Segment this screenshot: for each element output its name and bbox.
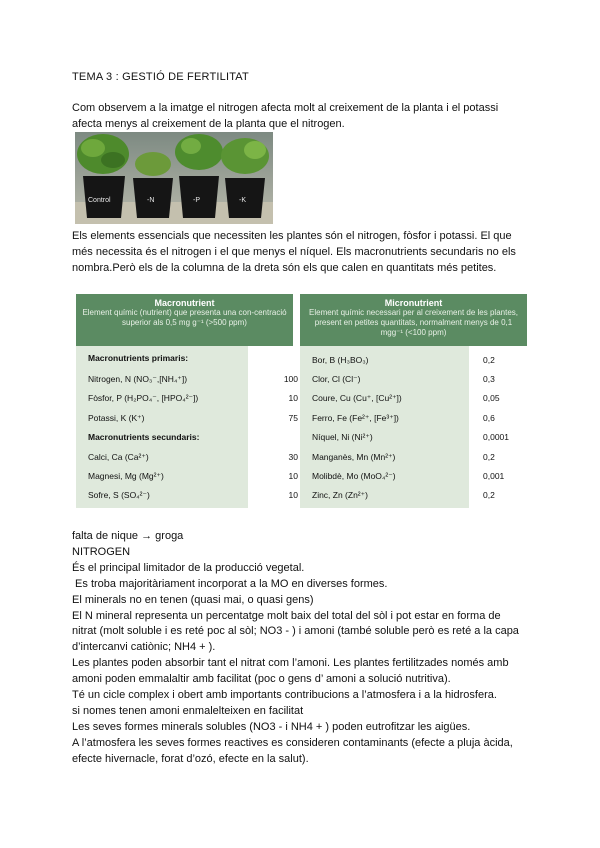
- macronutrient-title: Macronutrient: [154, 298, 215, 308]
- note-line: El N mineral representa un percentatge molt baix del total del sòl i pot estar en forma de: [72, 609, 501, 622]
- intro-line: Com observem a la imatge el nitrogen afecta molt al creixement de la planta i el potassi: [72, 102, 499, 114]
- paragraph-line: nombra.Però els de la columna de la dreta són els que calen en quantitats més petites.: [72, 262, 497, 274]
- micronutrient-description: Element químic necessari per al creixement de les plantes, present en petites quantitats, normalment menys de 0,1 mgg⁻¹ (<100 ppm): [309, 308, 518, 337]
- pot-label: Control: [88, 197, 111, 204]
- note-line: amoni poden emmalaltir amb facilitat (poc o gens d’ amoni a solució nutritiva).: [72, 673, 451, 686]
- paragraph-line: Els elements essencials que necessiten les plantes són el nitrogen, fòsfor i potassi. El que: [72, 230, 512, 242]
- macronutrient-header: [76, 294, 293, 346]
- nutrient-table: Macronutrient Element químic (nutrient) que presenta una con-centració superior als 0,5 mg g⁻¹ (>500 ppm) Micronutrient Element químic necessari per al creixement de les plantes, present en petites quantitats, normalment menys de 0,1 mgg⁻¹ (<100 ppm) Macronutrients primaris: Nitrogen, N (NO₃⁻,[NH₄⁺]) 100 Fòsfor, P (H₂PO₄⁻, [HPO₄²⁻]) 10 Potassi, K (K⁺) 75 Macronutrients secundaris: Calci, Ca (Ca²⁺) 30 Magnesi, Mg (Mg²⁺) 10 Sofre, S (SO₄²⁻) 10 Bor, B (H₃BO₃) 0,2 Clor, Cl (Cl⁻) 0,3 Coure, Cu (Cu⁺, [Cu²⁺]) 0,05 Ferro, Fe (Fe²⁺, [Fe³⁺]) 0,6 Níquel, Ni (Ni²⁺) 0,0001 Manganès, Mn (Mn²⁺) 0,2 Molibdè, Mo (MoO₄²⁻) 0,001 Zinc, Zn (Zn²⁺) 0,2: [76, 294, 527, 508]
- note-line: si nomes tenen amoni enmalelteixen en facilitat: [72, 704, 304, 717]
- note-line: Les seves formes minerals solubles (NO3 - i NH4 + ) poden eutrofitzar les aigües.: [72, 720, 471, 733]
- micro-value-column: [469, 346, 527, 508]
- paragraph-line: més necessita és el nitrogen i el que menys el níquel. Els macronutrients secundaris no els: [72, 246, 516, 258]
- micronutrient-title: Micronutrient: [384, 298, 443, 308]
- page-title: TEMA 3 : GESTIÓ DE FERTILITAT: [72, 71, 249, 83]
- intro-line: afecta menys al creixement de la planta que el nitrogen.: [72, 118, 345, 130]
- essential-elements-paragraph: [72, 228, 542, 276]
- intro-paragraph: [72, 100, 542, 132]
- note-line: A l’atmosfera les seves formes reactives es consideren contaminants (efecte a pluja àcida,: [72, 736, 513, 749]
- macro-value-column: [248, 346, 293, 508]
- pot-label: -P: [193, 197, 200, 204]
- pot-label: -K: [239, 197, 246, 204]
- note-line: d’intercanvi catiònic; NH4 + ).: [72, 641, 216, 654]
- note-line: falta de nique → groga: [72, 530, 184, 542]
- note-heading: NITROGEN: [72, 545, 131, 558]
- plant-pot-minus-n: [133, 152, 173, 218]
- plant-pot-minus-k: [221, 138, 269, 218]
- note-line: Té un cicle complex i obert amb importants contribucions a l’atmosfera i a la hidrosfera.: [72, 689, 497, 702]
- macronutrient-description: Element químic (nutrient) que presenta una con-centració superior als 0,5 mg g⁻¹ (>500 ppm): [82, 308, 287, 327]
- plant-pot-minus-p: [175, 134, 223, 218]
- note-line: És el principal limitador de la producció vegetal.: [72, 561, 305, 574]
- pot-label: -N: [147, 197, 155, 204]
- note-line: nitrat (molt soluble i es reté poc al sòl; NO3 - ) i amoni (també soluble però es reté a la capa: [72, 625, 519, 638]
- note-line: Les plantes poden absorbir tant el nitrat com l’amoni. Les plantes fertilitzades només amb: [72, 657, 509, 670]
- note-line: efecte hivernacle, forat d’ozó, efecte en la salut).: [72, 752, 309, 765]
- note-line: Es troba majoritàriament incorporat a la MO en diverses formes.: [72, 577, 388, 590]
- plant-photo: [75, 132, 273, 224]
- micronutrient-header: [300, 294, 527, 346]
- note-line: El minerals no en tenen (quasi mai, o quasi gens): [72, 593, 314, 606]
- nitrogen-notes: [72, 529, 542, 768]
